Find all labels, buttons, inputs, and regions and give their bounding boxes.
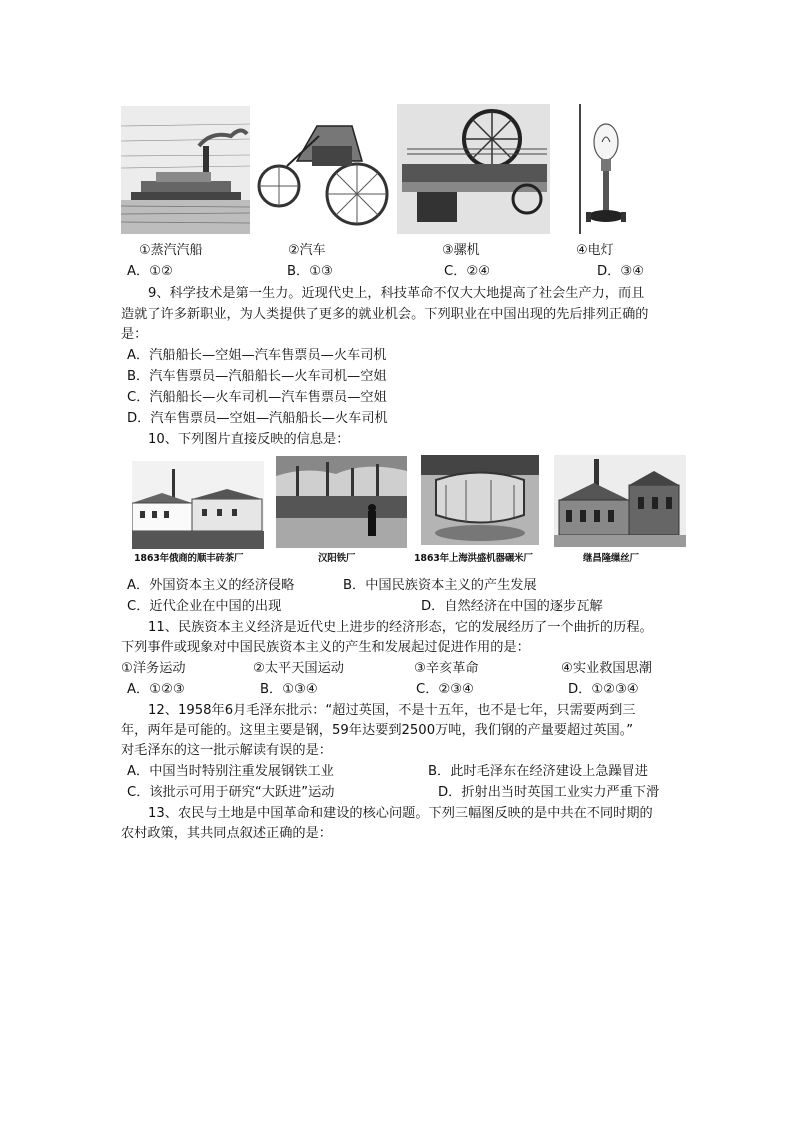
tea-factory-image xyxy=(132,461,264,549)
caption-rice-mill: 1863年上海洪盛机器碾米厂 xyxy=(414,553,533,564)
q12-stem-line1: 12、1958年6月毛泽东批示：“超过英国，不是十五年，也不是七年，只需要两到三 xyxy=(148,703,636,718)
q12-option-d[interactable]: D．折射出当时英国工业实力严重下滑 xyxy=(438,785,660,800)
q9-option-b[interactable]: B．汽车售票员—汽船船长—火车司机—空姐 xyxy=(127,369,387,384)
q8-option-c[interactable]: C．②④ xyxy=(444,264,491,279)
caption-electric-lamp: ④电灯 xyxy=(576,243,614,258)
q11-stem-line1: 11、民族资本主义经济是近代史上进步的经济形态，它的发展经历了一个曲折的历程。 xyxy=(148,620,653,635)
caption-hanyang-ironworks: 汉阳铁厂 xyxy=(318,553,356,564)
caption-tea-factory: 1863年俄商的顺丰砖茶厂 xyxy=(134,553,244,564)
q12-option-a[interactable]: A．中国当时特别注重发展钢铁工业 xyxy=(127,764,334,779)
q10-option-a[interactable]: A．外国资本主义的经济侵略 xyxy=(127,578,295,593)
q11-item-3: ③辛亥革命 xyxy=(414,661,479,676)
q10-option-b[interactable]: B．中国民族资本主义的产生发展 xyxy=(343,578,537,593)
q11-item-4: ④实业救国思潮 xyxy=(561,661,652,676)
car-image xyxy=(257,106,390,234)
q9-option-c[interactable]: C．汽船船长—火车司机—汽车售票员—空姐 xyxy=(127,390,387,405)
caption-mule-machine: ③骡机 xyxy=(442,243,480,258)
caption-steamship: ①蒸汽汽船 xyxy=(139,243,203,258)
q8-option-b[interactable]: B．①③ xyxy=(287,264,333,279)
q12-option-c[interactable]: C．该批示可用于研究“大跃进”运动 xyxy=(127,785,335,800)
q9-option-a[interactable]: A．汽船船长—空姐—汽车售票员—火车司机 xyxy=(127,348,387,363)
q11-option-a[interactable]: A．①②③ xyxy=(127,682,185,697)
q9-stem-line1: 9、科学技术是第一生力。近现代史上，科技革命不仅大大地提高了社会生产力，而且 xyxy=(148,286,645,301)
q12-option-b[interactable]: B．此时毛泽东在经济建设上急躁冒进 xyxy=(428,764,649,779)
q11-option-b[interactable]: B．①③④ xyxy=(260,682,318,697)
q11-option-c[interactable]: C．②③④ xyxy=(416,682,474,697)
q9-stem-line2: 造就了许多新职业，为人类提供了更多的就业机会。下列职业在中国出现的先后排列正确的 xyxy=(121,307,649,322)
q9-option-d[interactable]: D．汽车售票员—空姐—汽船船长—火车司机 xyxy=(127,411,388,426)
q12-stem-line3: 对毛泽东的这一批示解读有误的是： xyxy=(121,743,332,758)
q12-stem-line2: 年，两年是可能的。这里主要是钢，59年达要到2500万吨，我们钢的产量要超过英国。” xyxy=(121,723,634,738)
q11-stem-line2: 下列事件或现象对中国民族资本主义的产生和发展起过促进作用的是： xyxy=(121,640,530,655)
q11-item-1: ①洋务运动 xyxy=(121,661,186,676)
q13-stem-line2: 农村政策，其共同点叙述正确的是： xyxy=(121,826,332,841)
electric-lamp-image xyxy=(578,104,626,234)
q9-stem-line3: 是： xyxy=(121,327,148,342)
q11-item-2: ②太平天国运动 xyxy=(253,661,344,676)
caption-car: ②汽车 xyxy=(288,243,326,258)
steamship-image xyxy=(121,106,250,234)
mule-spinning-machine-image xyxy=(397,104,550,234)
q8-option-d[interactable]: D．③④ xyxy=(597,264,644,279)
q10-stem: 10、下列图片直接反映的信息是： xyxy=(148,432,350,447)
q8-option-a[interactable]: A．①② xyxy=(127,264,173,279)
silk-factory-image xyxy=(554,455,686,547)
q10-option-c[interactable]: C．近代企业在中国的出现 xyxy=(127,599,282,614)
q10-option-d[interactable]: D．自然经济在中国的逐步瓦解 xyxy=(421,599,603,614)
q11-option-d[interactable]: D．①②③④ xyxy=(568,682,639,697)
rice-mill-image xyxy=(421,455,539,545)
caption-silk-factory: 继昌隆缫丝厂 xyxy=(583,553,639,564)
hanyang-ironworks-image xyxy=(276,456,407,548)
q13-stem-line1: 13、农民与土地是中国革命和建设的核心问题。下列三幅图反映的是中共在不同时期的 xyxy=(148,806,653,821)
